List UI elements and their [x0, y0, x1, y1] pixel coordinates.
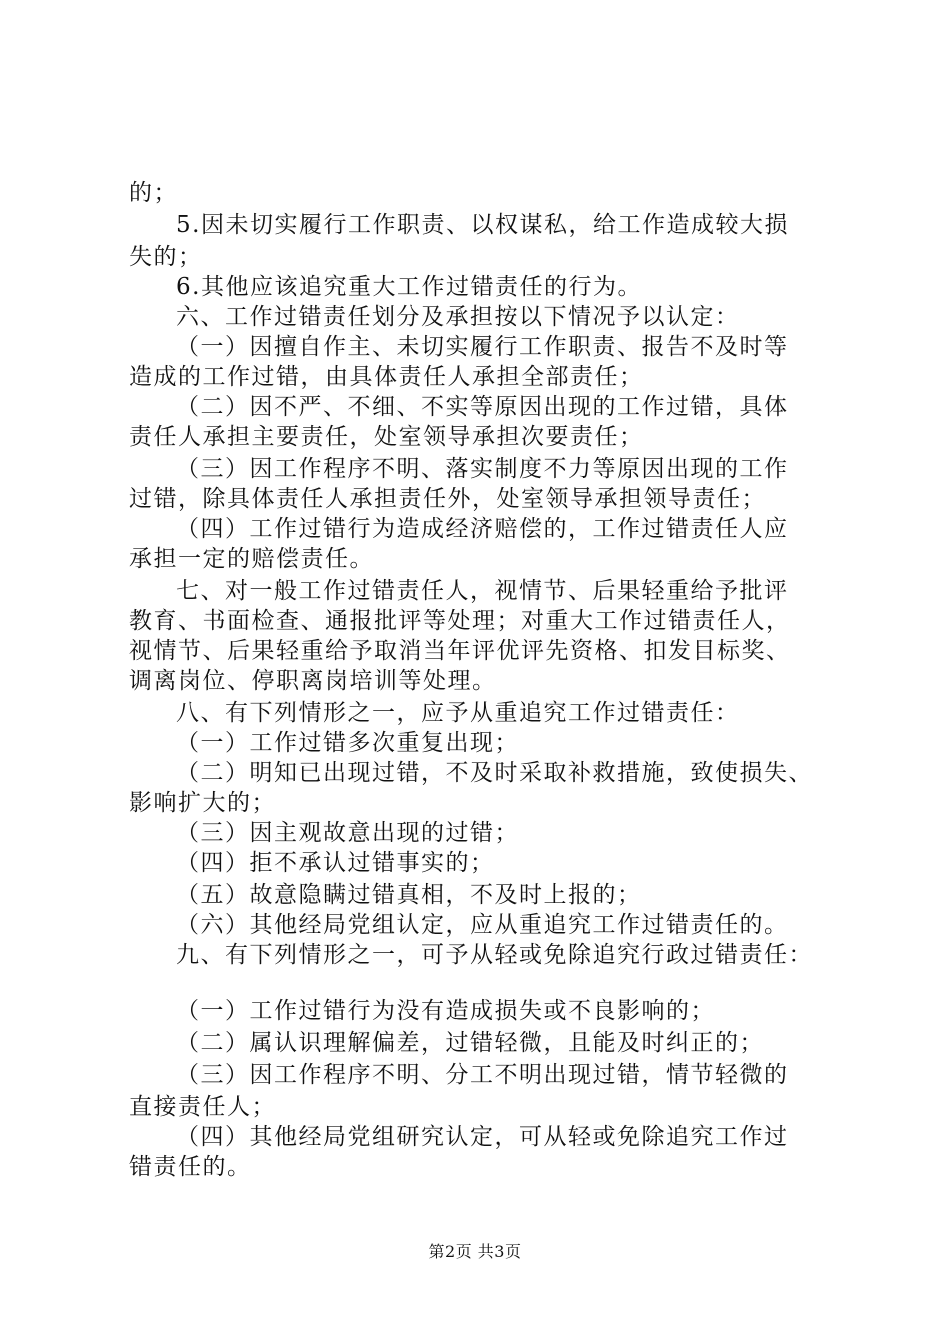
text-line: （二）因不严、不细、不实等原因出现的工作过错，具体 — [176, 394, 789, 420]
text-line: 责任人承担主要责任，处室领导承担次要责任； — [129, 424, 644, 450]
text-line: 教育、书面检查、通报批评等处理；对重大工作过错责任人， — [129, 608, 791, 634]
text-line: （三）因工作程序不明、分工不明出现过错，情节轻微的 — [176, 1062, 789, 1088]
text-line: 直接责任人； — [129, 1094, 276, 1120]
text-line: 过错，除具体责任人承担责任外，处室领导承担领导责任； — [129, 486, 766, 512]
text-line: 调离岗位、停职离岗培训等处理。 — [129, 668, 497, 694]
text-line: 六、工作过错责任划分及承担按以下情况予以认定： — [176, 304, 740, 330]
text-line: 九、有下列情形之一，可予从轻或免除追究行政过错责任： — [176, 942, 813, 968]
text-line: （三）因主观故意出现的过错； — [176, 820, 519, 846]
text-line: （一）工作过错多次重复出现； — [176, 730, 519, 756]
text-line: 影响扩大的； — [129, 790, 276, 816]
text-line: （五）故意隐瞒过错真相，不及时上报的； — [176, 882, 642, 908]
text-line: 失的； — [129, 244, 203, 270]
text-line: 八、有下列情形之一，应予从重追究工作过错责任： — [176, 700, 740, 726]
text-line: （四）工作过错行为造成经济赔偿的，工作过错责任人应 — [176, 516, 789, 542]
text-line: 七、对一般工作过错责任人，视情节、后果轻重给予批评 — [176, 578, 789, 604]
text-line: 的； — [129, 180, 178, 206]
text-line: 5.因未切实履行工作职责、以权谋私，给工作造成较大损 — [176, 212, 789, 238]
text-line: （六）其他经局党组认定，应从重追究工作过错责任的。 — [176, 912, 789, 938]
text-line: （二）属认识理解偏差，过错轻微，且能及时纠正的； — [176, 1030, 764, 1056]
text-line: （三）因工作程序不明、落实制度不力等原因出现的工作 — [176, 456, 789, 482]
text-line: 6.其他应该追究重大工作过错责任的行为。 — [176, 274, 642, 300]
page-number-footer: 第2页 共3页 — [428, 1242, 522, 1261]
text-line: 错责任的。 — [129, 1154, 252, 1180]
text-line: 承担一定的赔偿责任。 — [129, 546, 374, 572]
text-line: 视情节、后果轻重给予取消当年评优评先资格、扣发目标奖、 — [129, 638, 791, 664]
text-line: （二）明知已出现过错，不及时采取补救措施，致使损失、 — [176, 760, 813, 786]
text-line: （一）因擅自作主、未切实履行工作职责、报告不及时等 — [176, 334, 789, 360]
text-line: （一）工作过错行为没有造成损失或不良影响的； — [176, 998, 715, 1024]
text-line: 造成的工作过错，由具体责任人承担全部责任； — [129, 364, 644, 390]
text-line: （四）其他经局党组研究认定，可从轻或免除追究工作过 — [176, 1124, 789, 1150]
text-line: （四）拒不承认过错事实的； — [176, 850, 495, 876]
